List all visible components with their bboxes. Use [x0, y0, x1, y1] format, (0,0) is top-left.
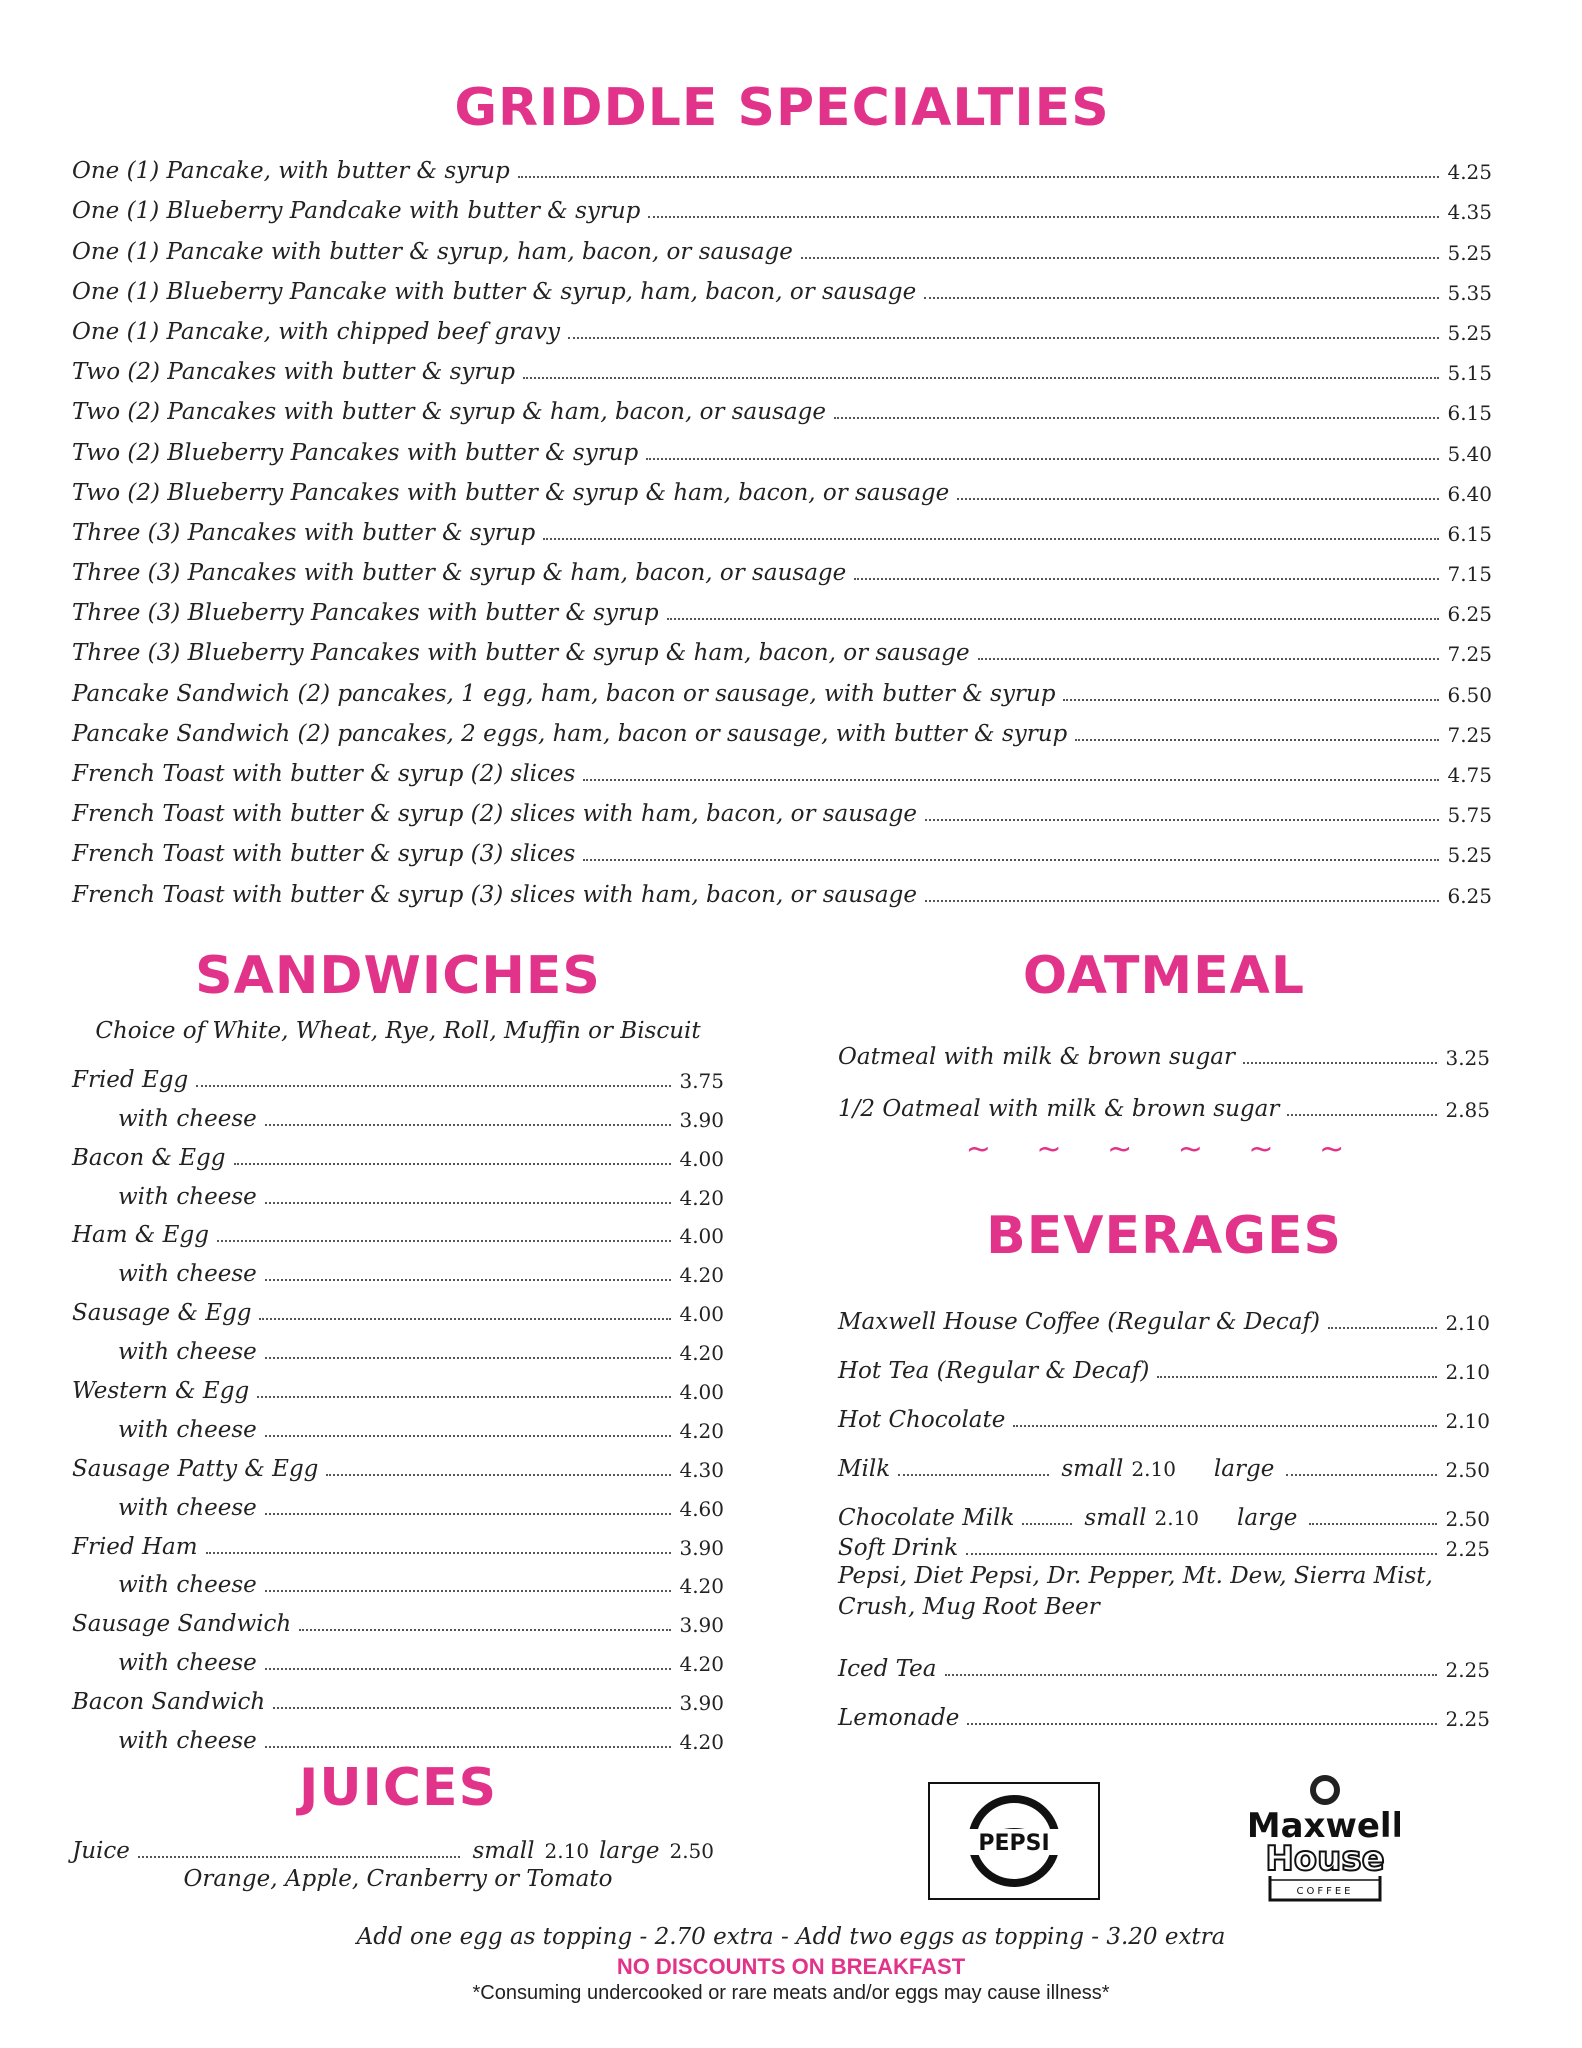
sandwich-item: [72, 1132, 724, 1171]
sandwich-item: [72, 1676, 724, 1715]
menu-item-price: 4.20: [679, 1574, 724, 1599]
menu-item-name: Soft Drink: [838, 1535, 959, 1561]
menu-item-name: Iced Tea: [838, 1656, 937, 1682]
menu-item-price: 5.35: [1447, 280, 1492, 305]
leader-dots: [978, 658, 1440, 660]
soft-drink-list: Pepsi, Diet Pepsi, Dr. Pepper, Mt. Dew, Sierra Mist, Crush, Mug Root Beer: [838, 1563, 1433, 1620]
griddle-item: [72, 224, 1492, 264]
menu-item-name: with cheese: [118, 1183, 257, 1210]
menu-item-name: Two (2) Blueberry Pancakes with butter & syrup & ham, bacon, or sausage: [72, 479, 950, 506]
menu-item-name: Three (3) Blueberry Pancakes with butter & syrup: [72, 600, 659, 627]
menu-item-name: Two (2) Pancakes with butter & syrup & ham, bacon, or sausage: [72, 399, 826, 426]
leader-dots: [1063, 699, 1439, 701]
menu-item-name: Oatmeal with milk & brown sugar: [838, 1044, 1235, 1070]
size-price: 2.10: [1154, 1506, 1199, 1530]
menu-item-name: Two (2) Pancakes with butter & syrup: [72, 359, 515, 386]
juice-row: [72, 1828, 724, 1864]
sandwich-item: [72, 1482, 724, 1521]
leader-dots: [299, 1629, 671, 1631]
menu-item-price: 3.90: [679, 1535, 724, 1560]
sandwich-item: [72, 1287, 724, 1326]
leader-dots: [518, 176, 1440, 178]
menu-item-name: French Toast with butter & syrup (2) slices: [72, 761, 576, 787]
size-label: small: [1061, 1456, 1124, 1482]
menu-item-price: 5.25: [1447, 240, 1492, 265]
menu-item-price: 6.40: [1447, 481, 1492, 506]
sandwich-item: [72, 1598, 724, 1637]
leader-dots: [265, 1124, 672, 1126]
menu-item-name: French Toast with butter & syrup (3) slices with ham, bacon, or sausage: [72, 881, 917, 908]
tilde-divider: ~ ~ ~ ~ ~ ~: [965, 1132, 1363, 1167]
leader-dots: [898, 1474, 1049, 1476]
leader-dots: [925, 819, 1440, 821]
sandwich-item: [72, 1521, 724, 1560]
menu-item-name: with cheese: [118, 1261, 257, 1288]
leader-dots: [646, 458, 1439, 460]
griddle-item: [72, 506, 1492, 546]
juices-section: [72, 1758, 724, 1892]
menu-item-price: 4.60: [679, 1496, 724, 1521]
menu-item-name: Hot Chocolate: [838, 1407, 1006, 1433]
menu-item-price: 2.25: [1445, 1537, 1490, 1561]
leader-dots: [925, 900, 1440, 902]
menu-item-price: 2.10: [1445, 1311, 1490, 1335]
menu-item-name: Three (3) Pancakes with butter & syrup: [72, 519, 536, 546]
leader-dots: [583, 779, 1439, 781]
leader-dots: [957, 498, 1439, 500]
menu-item-price: 2.10: [1445, 1360, 1490, 1384]
maxwell-house-logo: [1250, 1772, 1400, 1907]
griddle-section: [72, 78, 1492, 908]
leader-dots: [583, 859, 1439, 861]
menu-item-name: with cheese: [118, 1339, 257, 1366]
sandwiches-section: [72, 946, 724, 1755]
sandwich-item: [72, 1443, 724, 1482]
menu-item-name: French Toast with butter & syrup (2) slices with ham, bacon, or sausage: [72, 801, 917, 828]
juice-small-price: 2.10: [544, 1839, 590, 1863]
leader-dots: [648, 216, 1439, 218]
leader-dots: [967, 1723, 1437, 1725]
sandwich-item: [72, 1171, 724, 1210]
leader-dots: [257, 1396, 671, 1398]
leader-dots: [265, 1435, 672, 1437]
leader-dots: [667, 618, 1440, 620]
menu-item-name: Chocolate Milk: [838, 1505, 1015, 1531]
leader-dots: [1309, 1523, 1437, 1525]
sandwich-item: [72, 1248, 724, 1287]
menu-item-name: Pancake Sandwich (2) pancakes, 1 egg, ham, bacon or sausage, with butter & syrup: [72, 680, 1056, 707]
griddle-item: [72, 867, 1492, 907]
menu-item-name: One (1) Pancake with butter & syrup, ham, bacon, or sausage: [72, 238, 793, 265]
menu-item-price: 4.00: [679, 1302, 724, 1327]
menu-item-price: 5.15: [1447, 361, 1492, 386]
menu-item-name: Bacon Sandwich: [72, 1689, 266, 1716]
menu-item-price: 2.25: [1445, 1707, 1490, 1731]
griddle-item: [72, 466, 1492, 506]
menu-item-price: 7.15: [1447, 562, 1492, 587]
leader-dots: [834, 417, 1440, 419]
leader-dots: [265, 1590, 672, 1592]
griddle-item: [72, 747, 1492, 787]
milk-small: [1061, 1456, 1176, 1482]
leader-dots: [543, 538, 1439, 540]
menu-item-name: Sausage Patty & Egg: [72, 1455, 319, 1482]
leader-dots: [234, 1163, 672, 1165]
menu-item-price: 5.40: [1447, 441, 1492, 466]
beverage-row-milk: [838, 1433, 1490, 1482]
leader-dots: [1243, 1062, 1437, 1064]
leader-dots: [1075, 739, 1439, 741]
menu-item-name: One (1) Pancake, with chipped beef gravy: [72, 318, 560, 345]
menu-item-price: 6.50: [1447, 682, 1492, 707]
menu-item-price: 5.25: [1447, 320, 1492, 345]
menu-item-price: 2.85: [1445, 1098, 1490, 1122]
menu-item-name: Three (3) Blueberry Pancakes with butter & syrup & ham, bacon, or sausage: [72, 640, 970, 667]
leader-dots: [945, 1674, 1438, 1676]
griddle-item: [72, 385, 1492, 425]
beverage-row-tea: [838, 1335, 1490, 1384]
menu-item-name: with cheese: [118, 1416, 257, 1443]
juice-small-label: small: [472, 1838, 535, 1864]
menu-item-price: 3.25: [1445, 1046, 1490, 1070]
beverages-section: [838, 1206, 1490, 1731]
leader-dots: [1157, 1376, 1437, 1378]
griddle-item: [72, 546, 1492, 586]
griddle-item: [72, 345, 1492, 385]
leader-dots: [138, 1856, 461, 1858]
menu-item-price: 4.00: [679, 1146, 724, 1171]
menu-item-name: Lemonade: [838, 1705, 960, 1731]
leader-dots: [801, 257, 1440, 259]
leader-dots: [265, 1746, 672, 1748]
menu-item-price: 4.35: [1447, 200, 1492, 225]
menu-item-price: 4.25: [1447, 160, 1492, 185]
beverage-row-coffee: [838, 1286, 1490, 1335]
sandwich-item: [72, 1715, 724, 1754]
menu-item-name: with cheese: [118, 1105, 257, 1132]
menu-footer: [0, 1924, 1582, 2005]
menu-item-price: 4.20: [679, 1185, 724, 1210]
milk-large-label: large: [1213, 1456, 1275, 1482]
griddle-item: [72, 586, 1492, 626]
griddle-item: [72, 265, 1492, 305]
maxwell-logo-sub: COFFEE: [1296, 1886, 1354, 1897]
griddle-heading: GRIDDLE SPECIALTIES: [454, 78, 1110, 138]
juice-large-price: 2.50: [669, 1839, 714, 1863]
beverage-row-soft-drink: [838, 1535, 1490, 1561]
menu-item-name: Western & Egg: [72, 1378, 250, 1405]
leader-dots: [265, 1668, 672, 1670]
menu-item-price: 6.25: [1447, 883, 1492, 908]
leader-dots: [273, 1707, 671, 1709]
menu-item-price: 3.90: [679, 1691, 724, 1716]
beverages-heading: BEVERAGES: [986, 1206, 1342, 1266]
griddle-item: [72, 666, 1492, 706]
size-label: small: [1084, 1505, 1147, 1531]
menu-item-price: 4.75: [1447, 763, 1492, 787]
leader-dots: [568, 337, 1440, 339]
menu-item-price: 2.50: [1445, 1507, 1490, 1531]
menu-item-price: 4.20: [679, 1341, 724, 1366]
beverage-row-iced-tea: [838, 1633, 1490, 1682]
sandwiches-subtitle: Choice of White, Wheat, Rye, Roll, Muffin or Biscuit: [95, 1018, 701, 1044]
leader-dots: [1286, 1474, 1437, 1476]
menu-item-price: 7.25: [1447, 722, 1492, 747]
menu-item-name: with cheese: [118, 1494, 257, 1521]
leader-dots: [265, 1202, 672, 1204]
maxwell-logo-line1: Maxwell: [1250, 1806, 1400, 1846]
menu-item-price: 4.30: [679, 1457, 724, 1482]
oatmeal-list: [838, 1018, 1490, 1122]
sandwich-item: [72, 1637, 724, 1676]
leader-dots: [217, 1240, 672, 1242]
sandwich-item: [72, 1093, 724, 1132]
menu-item-price: 3.75: [679, 1068, 724, 1093]
griddle-item: [72, 184, 1492, 224]
griddle-item: [72, 787, 1492, 827]
leader-dots: [1022, 1523, 1072, 1525]
sandwich-item: [72, 1365, 724, 1404]
menu-item-price: 3.90: [679, 1613, 724, 1638]
leader-dots: [1013, 1425, 1437, 1427]
griddle-item: [72, 827, 1492, 867]
menu-item-name: French Toast with butter & syrup (3) slices: [72, 841, 576, 868]
leader-dots: [1328, 1327, 1437, 1329]
juice-large-label: large: [599, 1838, 660, 1864]
oatmeal-heading: OATMEAL: [1022, 946, 1306, 1006]
sandwich-item: [72, 1560, 724, 1599]
pepsi-logo: [928, 1782, 1100, 1900]
pepsi-globe-icon: [949, 1791, 1079, 1891]
griddle-item: [72, 305, 1492, 345]
choc-milk-large-label: large: [1237, 1505, 1298, 1531]
menu-item-name: Ham & Egg: [72, 1222, 209, 1249]
sandwich-list: [72, 1054, 724, 1754]
beverage-row-lemonade: [838, 1682, 1490, 1731]
maxwell-logo-line2: House: [1265, 1839, 1385, 1879]
no-discounts-notice: NO DISCOUNTS ON BREAKFAST: [616, 1954, 966, 1979]
menu-item-name: with cheese: [118, 1572, 257, 1599]
pepsi-logo-text: PEPSI: [978, 1831, 1050, 1856]
griddle-item: [72, 707, 1492, 747]
menu-item-name: Hot Tea (Regular & Decaf): [838, 1358, 1150, 1384]
menu-item-price: 6.25: [1447, 602, 1492, 627]
menu-item-name: One (1) Pancake, with butter & syrup: [72, 158, 510, 185]
size-price: 2.10: [1131, 1457, 1176, 1481]
menu-item-price: 2.10: [1445, 1409, 1490, 1433]
menu-item-price: 6.15: [1447, 521, 1492, 546]
menu-item-name: Bacon & Egg: [72, 1144, 226, 1171]
sandwich-item: [72, 1054, 724, 1093]
menu-item-price: 4.00: [679, 1380, 724, 1405]
menu-item-name: 1/2 Oatmeal with milk & brown sugar: [838, 1096, 1280, 1122]
oatmeal-item: [838, 1070, 1490, 1122]
menu-item-name: Fried Ham: [72, 1533, 198, 1560]
menu-item-price: 5.25: [1447, 843, 1492, 868]
sandwiches-heading: SANDWICHES: [195, 946, 601, 1006]
sandwich-item: [72, 1326, 724, 1365]
menu-item-name: Two (2) Blueberry Pancakes with butter & syrup: [72, 439, 639, 466]
griddle-item: [72, 626, 1492, 666]
menu-item-price: 4.20: [679, 1730, 724, 1755]
juice-sizes: [472, 1838, 724, 1864]
choc-milk-small: [1084, 1505, 1199, 1531]
juice-flavors: Orange, Apple, Cranberry or Tomato: [183, 1866, 613, 1892]
leader-dots: [265, 1279, 672, 1281]
health-warning: *Consuming undercooked or rare meats and/or eggs may cause illness*: [472, 1982, 1110, 2004]
leader-dots: [966, 1553, 1437, 1555]
juice-name: Juice: [72, 1838, 130, 1864]
menu-item-price: 4.20: [679, 1652, 724, 1677]
leader-dots: [265, 1357, 672, 1359]
menu-item-price: 3.90: [679, 1107, 724, 1132]
griddle-list: [72, 144, 1492, 908]
leader-dots: [1287, 1114, 1437, 1116]
griddle-item: [72, 144, 1492, 184]
leader-dots: [326, 1474, 671, 1476]
menu-item-name: with cheese: [118, 1728, 257, 1755]
oatmeal-section: [838, 946, 1490, 1122]
menu-item-price: 2.50: [1445, 1458, 1490, 1482]
beverage-row-chocolate-milk: [838, 1482, 1490, 1531]
menu-item-name: with cheese: [118, 1650, 257, 1677]
menu-item-price: 7.25: [1447, 642, 1492, 667]
menu-item-name: Maxwell House Coffee (Regular & Decaf): [838, 1309, 1321, 1335]
menu-item-price: 5.75: [1447, 803, 1492, 828]
menu-item-price: 4.20: [679, 1418, 724, 1443]
griddle-item: [72, 425, 1492, 465]
menu-item-price: 4.00: [679, 1224, 724, 1249]
leader-dots: [854, 578, 1439, 580]
leader-dots: [265, 1513, 672, 1515]
menu-item-price: 4.20: [679, 1263, 724, 1288]
oatmeal-item: [838, 1018, 1490, 1070]
leader-dots: [196, 1085, 671, 1087]
menu-item-name: One (1) Blueberry Pancake with butter & syrup, ham, bacon, or sausage: [72, 278, 917, 305]
beverage-row-hot-chocolate: [838, 1384, 1490, 1433]
sandwich-item: [72, 1210, 724, 1249]
egg-topping-note: Add one egg as topping - 2.70 extra - Add two eggs as topping - 3.20 extra: [356, 1924, 1226, 1950]
menu-item-name: Three (3) Pancakes with butter & syrup & ham, bacon, or sausage: [72, 560, 847, 587]
leader-dots: [523, 377, 1440, 379]
leader-dots: [206, 1552, 672, 1554]
menu-item-name: Sausage Sandwich: [72, 1611, 292, 1638]
menu-item-name: One (1) Blueberry Pandcake with butter & syrup: [72, 198, 641, 225]
sandwich-item: [72, 1404, 724, 1443]
leader-dots: [259, 1318, 671, 1320]
menu-item-name: Pancake Sandwich (2) pancakes, 2 eggs, ham, bacon or sausage, with butter & syrup: [72, 720, 1068, 747]
leader-dots: [924, 297, 1439, 299]
menu-item-name: Milk: [838, 1456, 891, 1482]
menu-item-price: 6.15: [1447, 401, 1492, 426]
menu-item-name: Sausage & Egg: [72, 1300, 252, 1327]
menu-item-price: 2.25: [1445, 1658, 1490, 1682]
menu-item-name: Fried Egg: [72, 1066, 189, 1093]
juices-heading: JUICES: [298, 1758, 498, 1818]
